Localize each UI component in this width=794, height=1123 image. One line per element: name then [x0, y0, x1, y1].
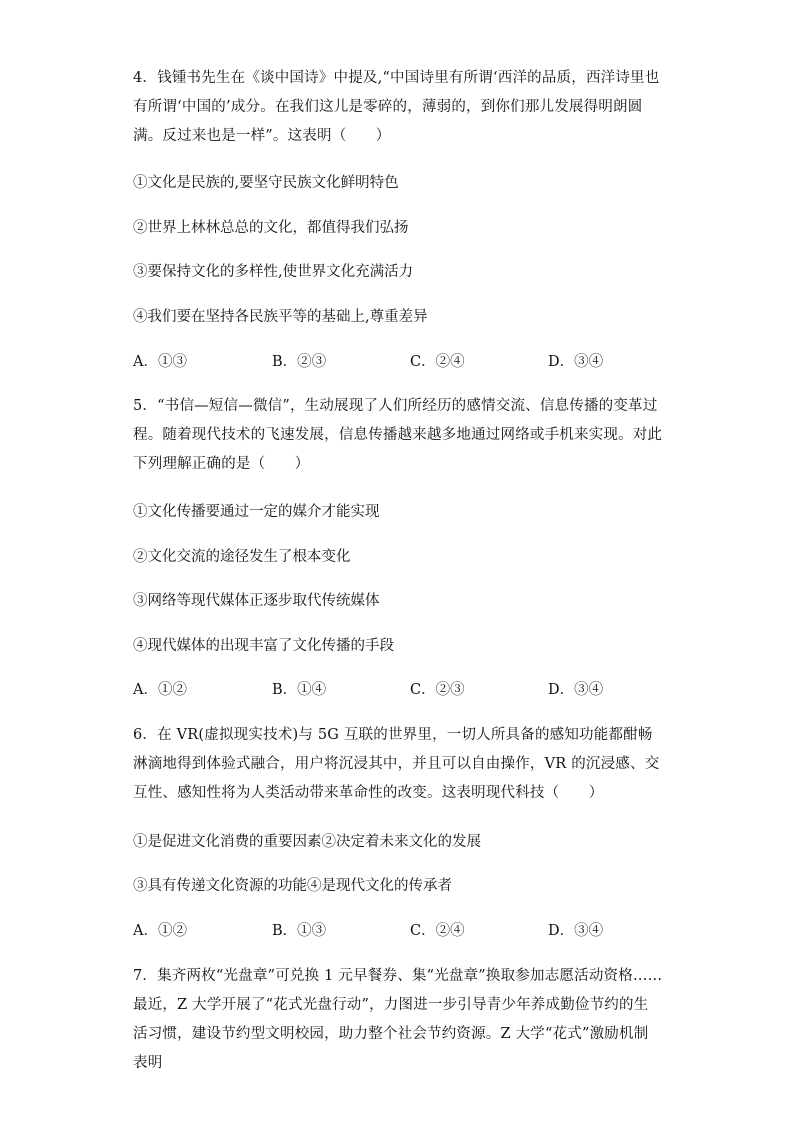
choice-d: D．③④ [548, 923, 604, 939]
question-6-option-2: ③具有传递文化资源的功能④是现代文化的传承者 [133, 878, 452, 894]
question-5-stem: 5．“书信—短信—微信”，生动展现了人们所经历的感情交流、信息传播的变革过程。随着现代技术的飞速发展，信息传播越来越多地通过网络或手机来实现。对此下列理解正确的是（ ） [133, 398, 663, 472]
question-4-option-3: ③要保持文化的多样性,使世界文化充满活力 [133, 264, 414, 280]
choice-b: B．①④ [272, 682, 327, 698]
question-4-stem: 4．钱锺书先生在《谈中国诗》中提及,“中国诗里有所谓‘西洋的品质，西洋诗里也有所谓‘中国的’成分。在我们这儿是零碎的，薄弱的，到你们那儿发展得明朗圆满。反过来也是一样”。这表明（ ） [133, 70, 660, 144]
question-5-option-2: ②文化交流的途径发生了根本变化 [133, 549, 351, 565]
question-5-option-3: ③网络等现代媒体正逐步取代传统媒体 [133, 593, 380, 609]
choice-c: C．②③ [410, 682, 465, 698]
choice-a: A．①③ [133, 354, 187, 370]
question-4-option-2: ②世界上林林总总的文化，都值得我们弘扬 [133, 220, 409, 236]
question-4-option-4: ④我们要在坚持各民族平等的基础上,尊重差异 [133, 309, 428, 325]
choice-b: B．①③ [272, 923, 327, 939]
choice-c: C．②④ [410, 923, 465, 939]
question-6-option-1: ①是促进文化消费的重要因素②决定着未来文化的发展 [133, 834, 481, 850]
choice-b: B．②③ [272, 354, 327, 370]
question-5-option-1: ①文化传播要通过一定的媒介才能实现 [133, 504, 380, 520]
choice-c: C．②④ [410, 354, 465, 370]
choice-a: A．①② [133, 682, 187, 698]
question-6-stem: 6．在 VR(虚拟现实技术)与 5G 互联的世界里，一切人所具备的感知功能都酣畅淋滴地得到体验式融合，用户将沉浸其中，并且可以自由操作，VR 的沉浸感、交互性、感知性将为人类活动带来革命性的改变。这表明现代科技（ ） [133, 727, 660, 801]
choice-d: D．③④ [548, 354, 604, 370]
question-5-option-4: ④现代媒体的出现丰富了文化传播的手段 [133, 638, 394, 654]
choice-a: A．①② [133, 923, 187, 939]
question-4-option-1: ①文化是民族的,要坚守民族文化鲜明特色 [133, 175, 399, 191]
question-7-stem: 7．集齐两枚“光盘章”可兑换 1 元早餐券、集“光盘章”换取参加志愿活动资格……最近，Z 大学开展了“花式光盘行动”，力图进一步引导青少年养成勤俭节约的生活习惯，建设节约型文明校园，助力整个社会节约资源。Z 大学“花式”激励机制表明 [133, 968, 663, 1071]
choice-d: D．③④ [548, 682, 604, 698]
